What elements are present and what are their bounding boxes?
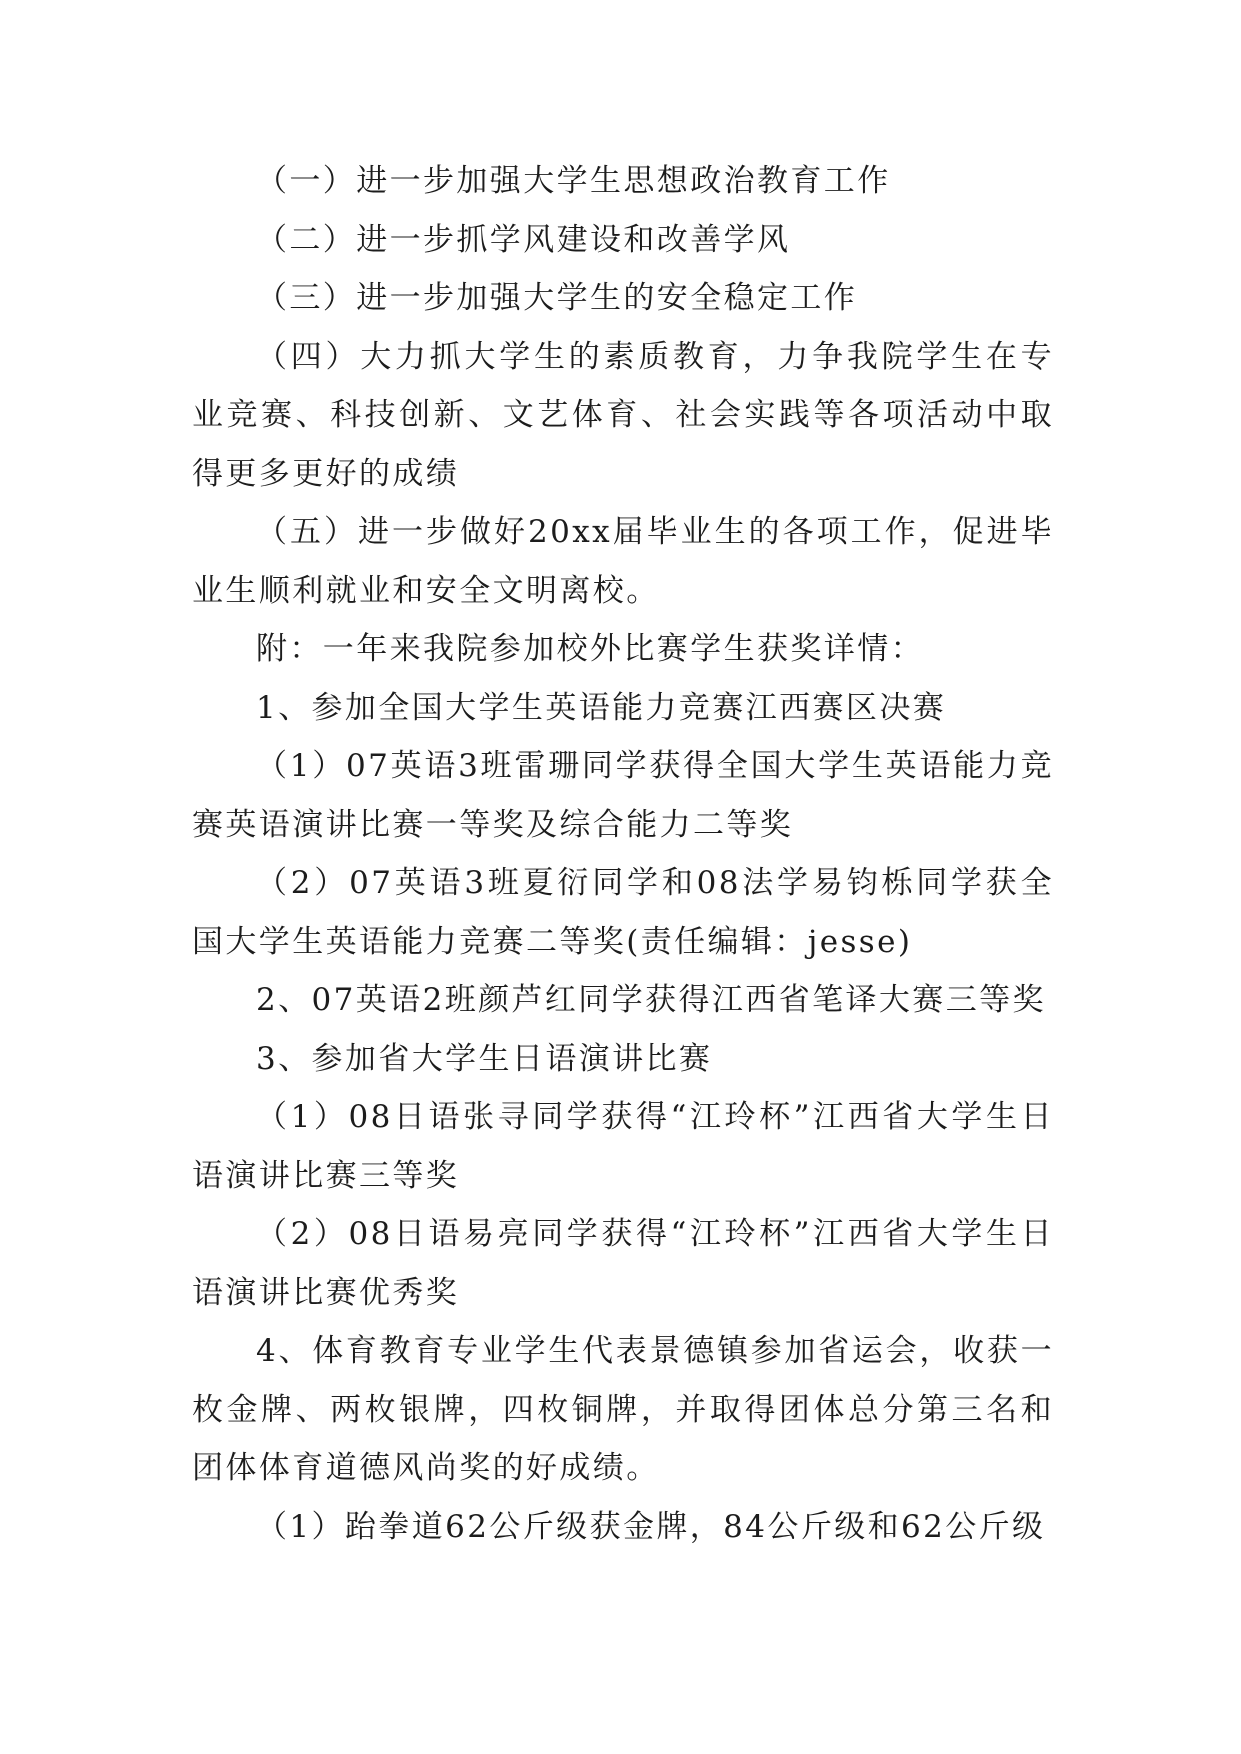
paragraph-9: （2）07英语3班夏衍同学和08法学易钧栎同学获全国大学生英语能力竞赛二等奖(责任编辑：jesse) [192, 865, 1054, 960]
paragraph-11: 3、参加省大学生日语演讲比赛 [256, 1040, 713, 1077]
paragraph-10: 2、07英语2班颜芦红同学获得江西省笔译大赛三等奖 [256, 982, 1046, 1018]
paragraph-8: （1）07英语3班雷珊同学获得全国大学生英语能力竞赛英语演讲比赛一等奖及综合能力二等奖 [192, 748, 1054, 843]
paragraph-13: （2）08日语易亮同学获得“江玲杯”江西省大学生日语演讲比赛优秀奖 [192, 1216, 1054, 1311]
paragraph-3: （三）进一步加强大学生的安全稳定工作 [256, 280, 858, 316]
paragraph-5: （五）进一步做好20xx届毕业生的各项工作，促进毕业生顺利就业和安全文明离校。 [192, 514, 1054, 609]
document-body [192, 152, 1054, 1556]
paragraph-14: 4、体育教育专业学生代表景德镇参加省运会，收获一枚金牌、两枚银牌，四枚铜牌，并取得团体总分第三名和团体体育道德风尚奖的好成绩。 [192, 1333, 1054, 1486]
paragraph-12: （1）08日语张寻同学获得“江玲杯”江西省大学生日语演讲比赛三等奖 [192, 1099, 1054, 1194]
paragraph-7: 1、参加全国大学生英语能力竞赛江西赛区决赛 [256, 689, 947, 726]
paragraph-1: （一）进一步加强大学生思想政治教育工作 [256, 163, 891, 199]
paragraph-15: （1）跆拳道62公斤级获金牌，84公斤级和62公斤级 [256, 1508, 1046, 1545]
paragraph-2: （二）进一步抓学风建设和改善学风 [256, 221, 791, 258]
paragraph-6: 附：一年来我院参加校外比赛学生获奖详情： [256, 631, 924, 667]
paragraph-4: （四）大力抓大学生的素质教育，力争我院学生在专业竞赛、科技创新、文艺体育、社会实践等各项活动中取得更多更好的成绩 [192, 338, 1054, 492]
